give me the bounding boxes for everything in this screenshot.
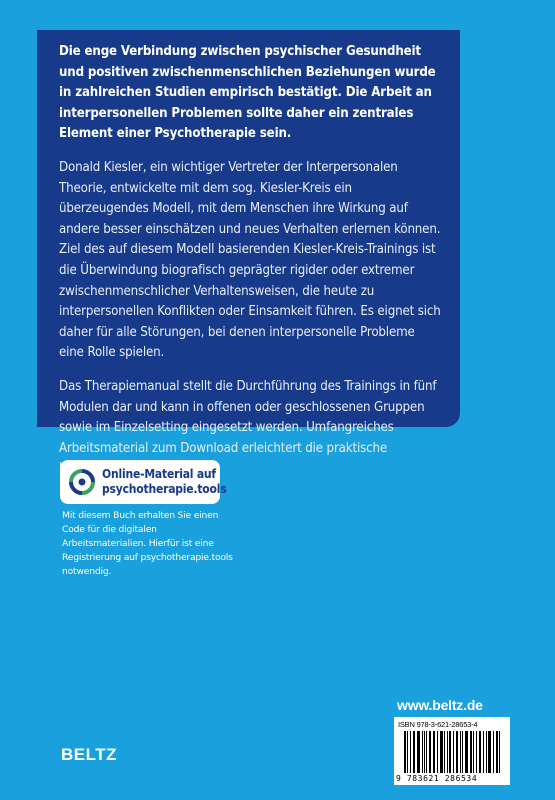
barcode-stripe xyxy=(433,731,435,773)
barcode-stripe xyxy=(488,731,491,773)
barcode-stripe xyxy=(426,731,427,773)
barcode-stripe xyxy=(424,731,425,773)
barcode-stripe xyxy=(496,731,498,773)
barcode-stripe xyxy=(483,731,484,773)
psychotherapie-tools-logo-icon xyxy=(68,468,96,496)
barcode-stripe xyxy=(465,731,468,773)
barcode-stripe xyxy=(410,731,411,773)
lead-paragraph: Die enge Verbindung zwischen psychischer Gesundheit und positiven zwischenmenschlichen Beziehungen wurde in zahlreichen Studien empirisch bestätigt. Die Arbeit an interpersonellen Problemen sollte daher ein zentrales Element einer Psychotherapie sein. xyxy=(59,44,436,142)
barcode-stripe xyxy=(486,731,487,773)
badge-line-2: psychotherapie.tools xyxy=(102,482,227,496)
online-material-note: Mit diesem Buch erhalten Sie einen Code für die digitalen Arbeitsmaterialien. Hierfür ist eine Registrierung auf psychotherapie.tools notwendig. xyxy=(62,510,233,577)
barcode-stripe xyxy=(413,731,415,773)
barcode-stripe xyxy=(456,731,458,773)
barcode-stripe xyxy=(479,731,481,773)
barcode-stripe xyxy=(404,731,406,773)
barcode-stripe xyxy=(462,731,463,773)
publisher-url: www.beltz.de xyxy=(397,697,483,713)
barcode-stripe xyxy=(417,731,420,773)
badge-line-1: Online-Material auf xyxy=(102,467,216,481)
description-panel xyxy=(37,30,460,456)
barcode-stripe xyxy=(473,731,474,773)
body-paragraph-manual: Das Therapiemanual stellt die Durchführung des Trainings in fünf Modulen dar und kann in offenen oder geschlossenen Gruppen sowie im Einzelsetting eingesetzt werden. Umfangreiches Arbeitsmaterial zum Download erleichtert die praktische xyxy=(59,378,437,456)
badge-text xyxy=(102,467,226,497)
barcode-stripe xyxy=(440,731,443,773)
barcode-stripe xyxy=(499,731,500,773)
barcode-icon xyxy=(404,731,504,773)
barcode-stripe xyxy=(476,731,477,773)
barcode-stripe xyxy=(444,731,445,773)
barcode-stripe xyxy=(422,731,423,773)
barcode-stripe xyxy=(429,731,431,773)
barcode-stripe xyxy=(470,731,472,773)
isbn-barcode-box xyxy=(394,717,510,785)
barcode-digits: 9 783621 286534 xyxy=(396,774,478,783)
barcode-stripe xyxy=(437,731,438,773)
barcode-stripe xyxy=(460,731,461,773)
barcode-stripe xyxy=(449,731,451,773)
publisher-logo: BELTZ xyxy=(61,745,118,764)
barcode-stripe xyxy=(447,731,448,773)
online-material-badge xyxy=(60,460,227,504)
isbn-text: ISBN 978-3-621-28653-4 xyxy=(398,720,478,729)
barcode-stripe xyxy=(453,731,454,773)
barcode-stripe xyxy=(407,731,408,773)
barcode-stripe xyxy=(493,731,494,773)
body-paragraph-kiesler: Donald Kiesler, ein wichtiger Vertreter der Interpersonalen Theorie, entwickelte mit dem sog. Kiesler-Kreis ein überzeugendes Modell, mit dem Menschen ihre Wirkung auf andere besser einschätzen und neues Verhalten erlernen können. Ziel des auf diesem Modell basierenden Kiesler-Kreis-Trainings ist die Überwindung biografisch geprägter rigider oder extremer zwischenmenschlicher Verhaltensweisen, die heute zu interpersonellen Konflikten oder Einsamkeit führen. Es eignet sich daher für alle Störungen, bei denen interpersonelle Probleme eine Rolle spielen. xyxy=(59,159,441,361)
